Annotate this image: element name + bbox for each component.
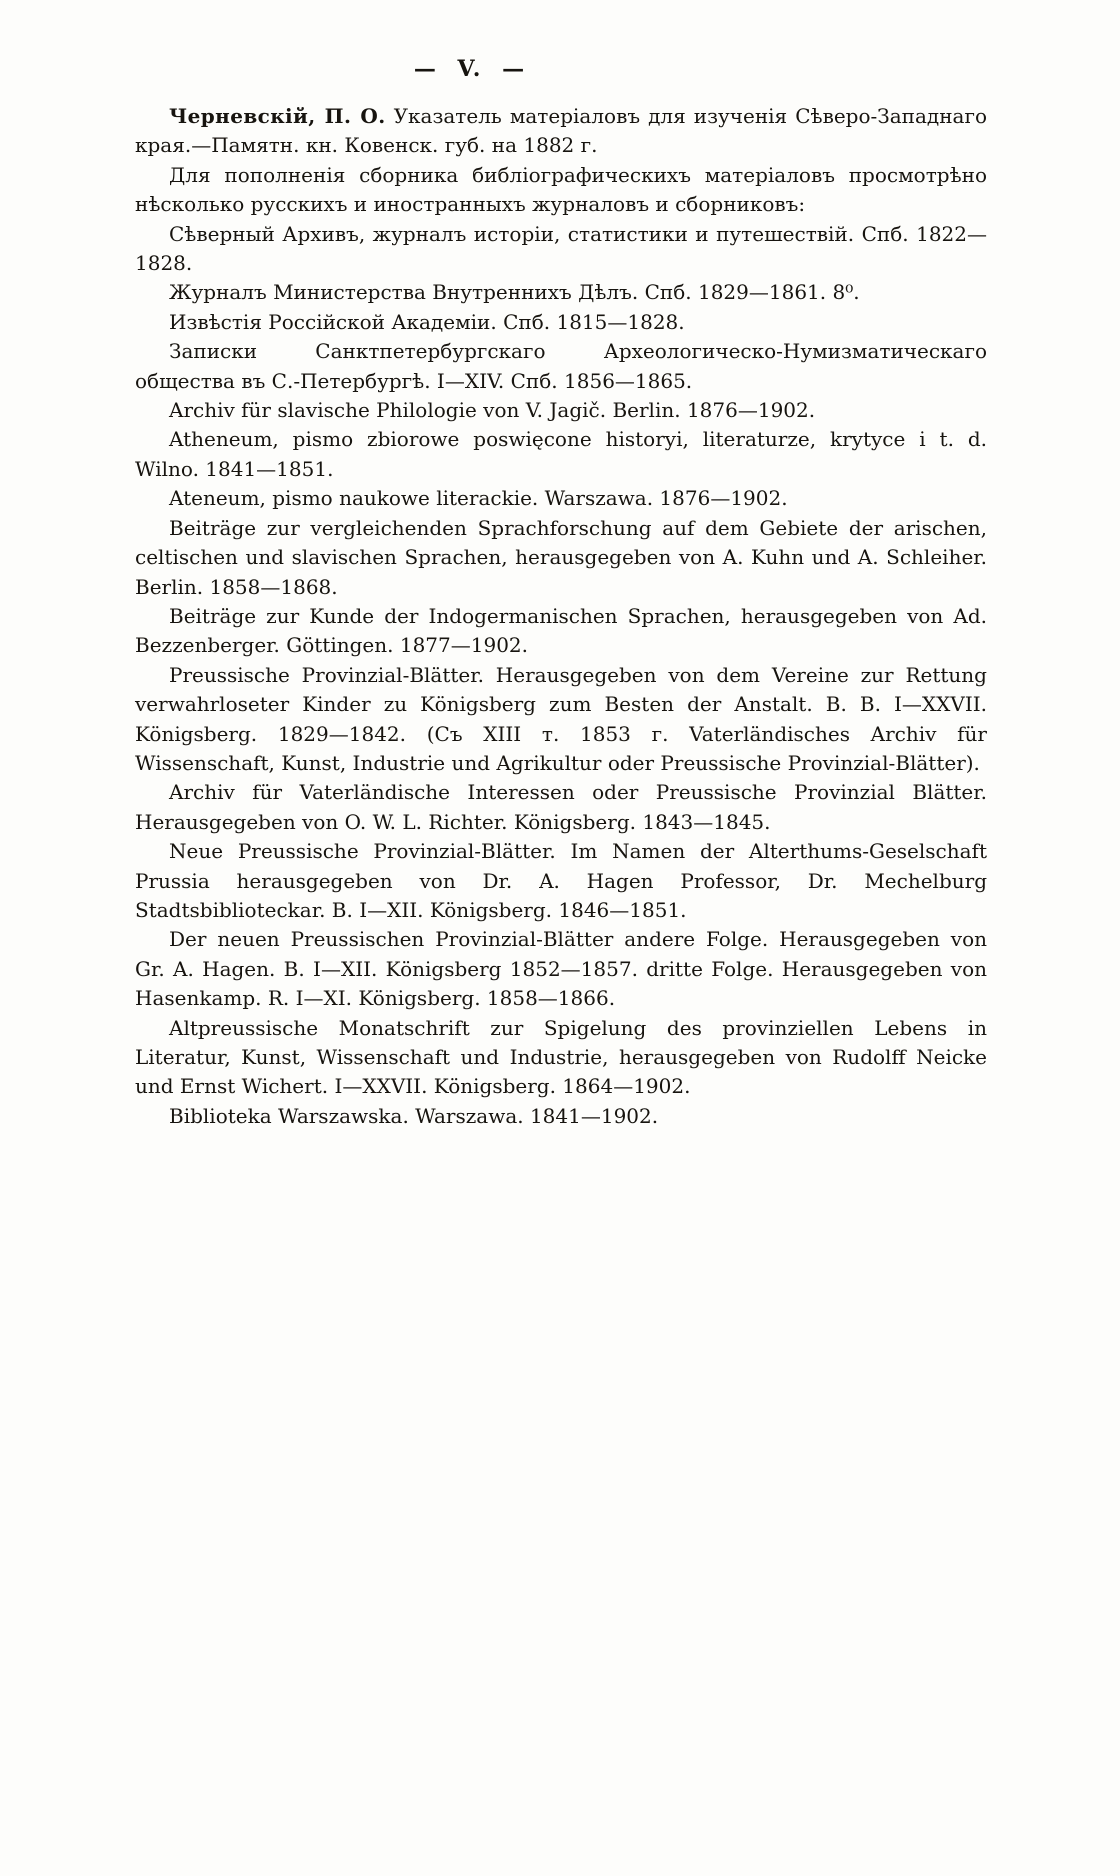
bibliography-entry: Archiv für Vaterländische Interessen oder Preussische Provinzial Blätter. Herausgegeben von O. W. L. Richter. Königsberg. 1843—1845. xyxy=(135,780,987,834)
bibliography-entry: Журналъ Министерства Внутреннихъ Дѣлъ. Спб. 1829—1861. 8⁰. xyxy=(169,280,860,305)
bibliography-entry: Archiv für slavische Philologie von V. Jagič. Berlin. 1876—1902. xyxy=(169,398,816,423)
bibliography-entry: Der neuen Preussischen Provinzial-Blätter andere Folge. Herausgegeben von Gr. A. Hagen. B. I—XII. Königsberg 1852—1857. dritte Folge. Herausgegeben von Hasenkamp. R. I—XI. Königsberg. 1858—1866. xyxy=(135,927,987,1011)
bibliography-entry: Для пополненія сборника библіографическихъ матеріаловъ просмотрѣно нѣсколько русскихъ и иностранныхъ журналовъ и сборниковъ: xyxy=(135,162,987,217)
bibliography-entry: Ateneum, pismo naukowe literackie. Warszawa. 1876—1902. xyxy=(169,486,788,511)
entry-text: Указатель матеріаловъ для изученія Сѣверо-Западнаго края.—Памятн. кн. Ковенск. губ. на 1882 г. xyxy=(135,104,987,158)
bibliography-entry xyxy=(135,102,987,161)
page-number: — V. — xyxy=(413,56,527,82)
bibliography-entry: Biblioteka Warszawska. Warszawa. 1841—1902. xyxy=(169,1103,659,1128)
bibliography-entry: Записки Санктпетербургскаго Археологическо-Нумизматическаго общества въ С.-Петербургѣ. I—XIV. Спб. 1856—1865. xyxy=(135,339,987,393)
bibliography-entry: Preussische Provinzial-Blätter. Herausgegeben von dem Vereine zur Rettung verwahrloseter Kinder zu Königsberg zum Besten der Anstalt. B. B. I—XXVII. Königsberg. 1829—1842. (Съ XIII т. 1853 г. Vaterländisches Archiv für Wissenschaft, Kunst, Industrie und Agrikultur oder Preussische Provinzial-Blätter). xyxy=(135,662,987,775)
bibliography-entry: Neue Preussische Provinzial-Blätter. Im Namen der Alterthums-Geselschaft Prussia herausgegeben von Dr. A. Hagen Professor, Dr. Mechelburg Stadtsbiblioteckar. B. I—XII. Königsberg. 1846—1851. xyxy=(135,839,987,922)
bibliography-entry: Извѣстія Россійской Академіи. Спб. 1815—1828. xyxy=(169,309,685,334)
bibliography-entry: Altpreussische Monatschrift zur Spigelung des provinziellen Lebens in Literatur, Kunst, Wissenschaft und Industrie, herausgegeben von Rudolff Neicke und Ernst Wichert. I—XXVII. Königsberg. 1864—1902. xyxy=(135,1015,987,1099)
bibliography-text-block xyxy=(135,102,987,1131)
bibliography-entry: Atheneum, pismo zbiorowe poswięcone historyi, literaturze, krytyce i t. d. Wilno. 1841—1851. xyxy=(135,427,987,481)
bibliography-entry: Beiträge zur Kunde der Indogermanischen Sprachen, herausgegeben von Ad. Bezzenberger. Göttingen. 1877—1902. xyxy=(135,603,987,658)
bibliography-entry: Beiträge zur vergleichenden Sprachforschung auf dem Gebiete der arischen, celtischen und slavischen Sprachen, herausgegeben von A. Kuhn und A. Schleiher. Berlin. 1858—1868. xyxy=(135,515,987,599)
bibliography-entry: Сѣверный Архивъ, журналъ исторіи, статистики и путешествій. Спб. 1822—1828. xyxy=(135,221,987,276)
entry-author: Черневскій, П. О. xyxy=(169,104,386,128)
